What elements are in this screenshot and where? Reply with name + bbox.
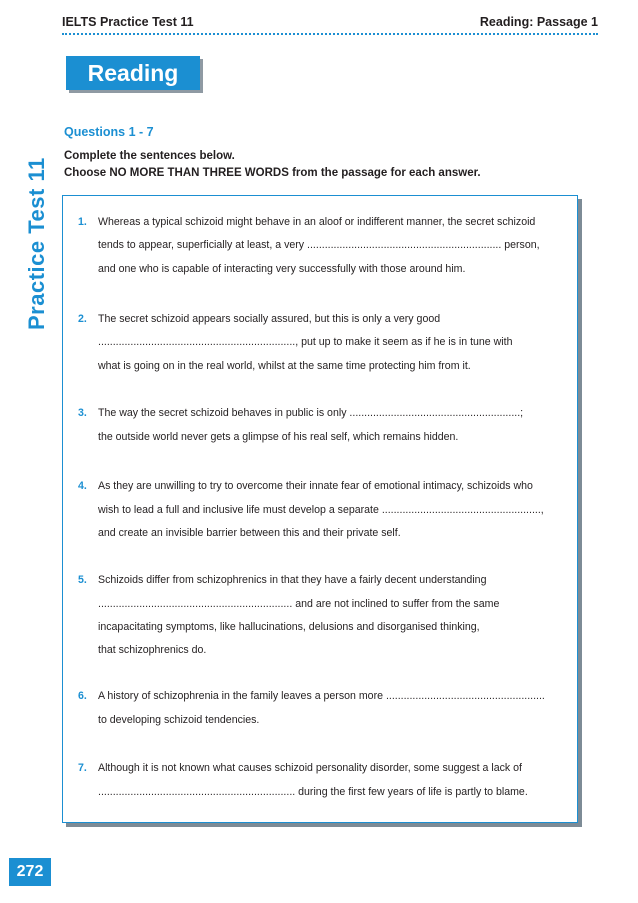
question-number: 2.: [78, 313, 87, 325]
header-title: IELTS Practice Test 11: [62, 15, 194, 29]
question-text: The secret schizoid appears socially assured, but this is only a very good: [98, 313, 441, 325]
question-text: and create an invisible barrier between this and their private self.: [98, 527, 401, 539]
question-number: 6.: [78, 690, 87, 702]
section-banner: Reading: [66, 56, 200, 90]
question-text: ................................................................... during the first few years of life is partly to blame.: [98, 786, 528, 798]
side-stripe: [0, 0, 52, 903]
question-text: ..................................................................., put up to make it seem as if he is in tune with: [98, 336, 513, 348]
header-section: Reading: Passage 1: [479, 15, 598, 29]
question-text: tends to appear, superficially at least, a very .................................................................. person,: [98, 239, 540, 251]
question-text: A history of schizophrenia in the family leaves a person more ......................................................: [98, 690, 545, 702]
question-number: 1.: [78, 216, 87, 228]
questions-box: [62, 195, 578, 823]
header-divider: [62, 33, 598, 35]
question-text: Although it is not known what causes schizoid personality disorder, some suggest a lack of: [98, 762, 522, 774]
question-text: the outside world never gets a glimpse of his real self, which remains hidden.: [98, 431, 459, 443]
questions-range: Questions 1 - 7: [64, 125, 154, 139]
instruction-line: Complete the sentences below.: [64, 150, 235, 162]
question-number: 4.: [78, 480, 87, 492]
page-header: [62, 13, 598, 35]
question-text: The way the secret schizoid behaves in public is only ..........................................................;: [98, 407, 524, 419]
side-title: Practice Test 11: [24, 157, 49, 330]
page-number: 272: [9, 858, 51, 886]
question-number: 5.: [78, 574, 87, 586]
question-text: Whereas a typical schizoid might behave in an aloof or indifferent manner, the secret schizoid: [98, 216, 536, 228]
question-number: 3.: [78, 407, 87, 419]
question-text: As they are unwilling to try to overcome their innate fear of emotional intimacy, schizoids who: [98, 480, 533, 492]
question-text: .................................................................. and are not inclined to suffer from the same: [98, 598, 500, 610]
question-text: and one who is capable of interacting very successfully with those around him.: [98, 263, 466, 275]
question-text: Schizoids differ from schizophrenics in that they have a fairly decent understanding: [98, 574, 487, 586]
question-number: 7.: [78, 762, 87, 774]
question-text: what is going on in the real world, whilst at the same time protecting him from it.: [98, 360, 471, 372]
question-text: incapacitating symptoms, like hallucinations, delusions and disorganised thinking,: [98, 621, 480, 633]
question-text: to developing schizoid tendencies.: [98, 714, 260, 726]
instruction-line: Choose NO MORE THAN THREE WORDS from the passage for each answer.: [64, 167, 481, 179]
question-text: wish to lead a full and inclusive life must develop a separate ......................................................,: [98, 504, 544, 516]
question-text: that schizophrenics do.: [98, 644, 207, 656]
